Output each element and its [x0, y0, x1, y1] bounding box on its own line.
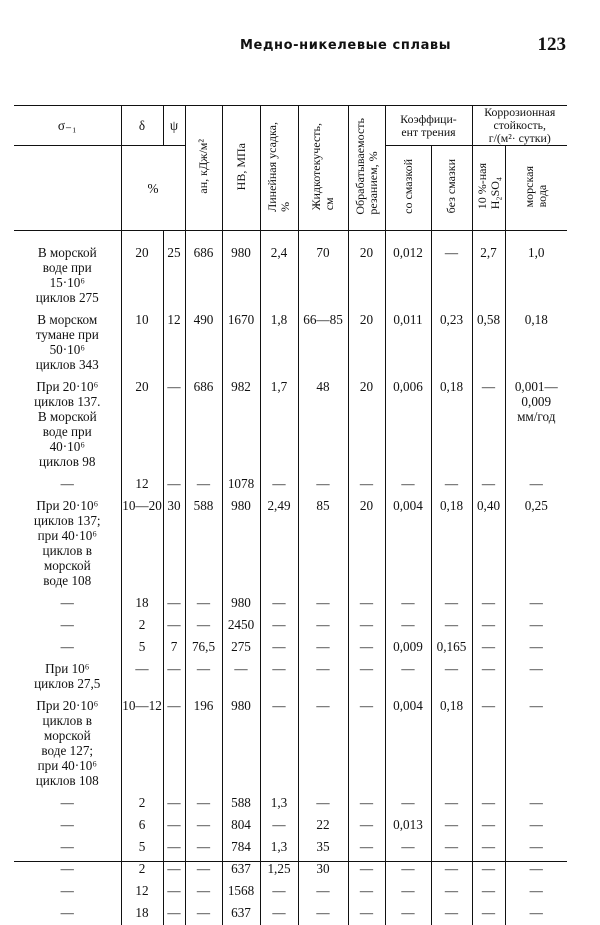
header-impact-cell: [185, 106, 222, 231]
table-cell: —: [298, 696, 348, 793]
table-cell: —: [260, 637, 298, 659]
row-condition-cell: —: [14, 837, 121, 859]
table-cell: —: [472, 815, 505, 837]
table-cell: 0,001— 0,009 мм/год: [505, 377, 567, 474]
table-cell: 686: [185, 231, 222, 311]
table-cell: 2,7: [472, 231, 505, 311]
table-cell: 0,011: [385, 310, 431, 377]
table-cell: 20: [121, 377, 163, 474]
table-cell: —: [385, 593, 431, 615]
table-cell: 2450: [222, 615, 260, 637]
table-cell: —: [348, 859, 385, 881]
table-cell: 70: [298, 231, 348, 311]
table-cell: 0,18: [431, 377, 472, 474]
header-corrosion-sea: морская вода: [523, 166, 549, 207]
table-cell: —: [505, 474, 567, 496]
table-cell: 18: [121, 593, 163, 615]
table-cell: —: [348, 637, 385, 659]
table-cell: 686: [185, 377, 222, 474]
header-corrosion-sea-cell: [505, 146, 567, 231]
table-cell: —: [298, 593, 348, 615]
table-cell: —: [472, 474, 505, 496]
table-cell: —: [298, 659, 348, 696]
table-cell: 804: [222, 815, 260, 837]
table-cell: —: [472, 377, 505, 474]
table-row: [14, 377, 567, 474]
table-row: [14, 659, 567, 696]
table-cell: 980: [222, 696, 260, 793]
header-shrinkage: Линейная усадка, %: [266, 122, 292, 212]
table-cell: 196: [185, 696, 222, 793]
table-cell: —: [385, 859, 431, 881]
table-cell: —: [505, 615, 567, 637]
table-cell: 980: [222, 231, 260, 311]
table-cell: —: [298, 637, 348, 659]
page-header: [0, 34, 600, 58]
table-row: [14, 231, 567, 311]
row-condition-cell: При 10⁶ циклов 27,5: [14, 659, 121, 696]
table-cell: —: [472, 593, 505, 615]
row-condition-cell: —: [14, 903, 121, 925]
table-cell: —: [298, 881, 348, 903]
row-condition-cell: При 20·10⁶ циклов в морской воде 127; при 40·10⁶ циклов 108: [14, 696, 121, 793]
table-cell: —: [505, 859, 567, 881]
table-cell: —: [385, 474, 431, 496]
table-cell: 66—85: [298, 310, 348, 377]
table-cell: —: [163, 815, 185, 837]
table-cell: —: [163, 793, 185, 815]
table-cell: 2: [121, 793, 163, 815]
table-cell: 0,18: [505, 310, 567, 377]
table-cell: 1,3: [260, 793, 298, 815]
table-cell: —: [298, 793, 348, 815]
header-friction-lub-cell: [385, 146, 431, 231]
table-cell: 1,7: [260, 377, 298, 474]
header-sigma: σ₋₁: [14, 106, 121, 146]
properties-table: [14, 106, 567, 925]
table-cell: —: [348, 903, 385, 925]
table-cell: —: [505, 696, 567, 793]
table-cell: —: [163, 659, 185, 696]
header-corrosion-h2so4-cell: [472, 146, 505, 231]
table-cell: —: [260, 474, 298, 496]
header-psi: ψ: [163, 106, 185, 146]
table-cell: 0,004: [385, 496, 431, 593]
table-cell: —: [431, 231, 472, 311]
table-cell: 1,8: [260, 310, 298, 377]
table-row: [14, 859, 567, 881]
table-cell: 25: [163, 231, 185, 311]
table-cell: 2,49: [260, 496, 298, 593]
table-cell: —: [385, 659, 431, 696]
table-cell: —: [505, 837, 567, 859]
header-friction-dry-cell: [431, 146, 472, 231]
row-condition-cell: —: [14, 881, 121, 903]
table-cell: 0,18: [431, 496, 472, 593]
table-cell: —: [348, 837, 385, 859]
table-cell: —: [163, 696, 185, 793]
table-cell: 588: [222, 793, 260, 815]
table-cell: —: [163, 593, 185, 615]
table-cell: —: [472, 793, 505, 815]
table-header: [14, 106, 567, 231]
table-cell: 30: [298, 859, 348, 881]
header-fluidity-cell: [298, 106, 348, 231]
row-condition-cell: —: [14, 474, 121, 496]
header-corrosion-h2so4: 10 %-ная H₂SO₄: [476, 163, 502, 209]
table-cell: —: [222, 659, 260, 696]
table-cell: 12: [163, 310, 185, 377]
table-body: [14, 231, 567, 925]
header-hb: HB, МПа: [235, 143, 248, 190]
table-cell: —: [348, 881, 385, 903]
row-condition-cell: —: [14, 637, 121, 659]
table-cell: 0,006: [385, 377, 431, 474]
table-cell: 18: [121, 903, 163, 925]
table-cell: 10—12: [121, 696, 163, 793]
table-cell: —: [348, 593, 385, 615]
table-row: [14, 593, 567, 615]
table-cell: 30: [163, 496, 185, 593]
table-cell: —: [431, 659, 472, 696]
table-cell: —: [185, 859, 222, 881]
table-row: [14, 837, 567, 859]
header-friction-lub: со смазкой: [402, 159, 415, 214]
table-cell: —: [260, 659, 298, 696]
table-cell: 20: [348, 231, 385, 311]
table-cell: —: [260, 881, 298, 903]
table-cell: —: [185, 793, 222, 815]
table-row: [14, 615, 567, 637]
header-shrinkage-cell: [260, 106, 298, 231]
table-row: [14, 496, 567, 593]
table-cell: —: [505, 815, 567, 837]
header-delta: δ: [121, 106, 163, 146]
row-condition-cell: При 20·10⁶ циклов 137. В морской воде при 40·10⁶ циклов 98: [14, 377, 121, 474]
table-cell: —: [260, 815, 298, 837]
table-cell: —: [163, 881, 185, 903]
table-cell: —: [505, 637, 567, 659]
table-cell: —: [163, 903, 185, 925]
table-cell: —: [472, 659, 505, 696]
table-cell: 76,5: [185, 637, 222, 659]
table-row: [14, 474, 567, 496]
header-percent: %: [121, 146, 185, 231]
header-machinability: Обрабатываемость резанием, %: [354, 118, 380, 215]
table-cell: —: [472, 837, 505, 859]
table-bottom-rule: [14, 861, 567, 862]
table-cell: 20: [348, 496, 385, 593]
table-cell: 982: [222, 377, 260, 474]
table-cell: 22: [298, 815, 348, 837]
table-cell: —: [348, 696, 385, 793]
table-cell: —: [431, 615, 472, 637]
table-cell: —: [472, 903, 505, 925]
table-cell: —: [163, 837, 185, 859]
table-cell: 0,58: [472, 310, 505, 377]
table-cell: 12: [121, 881, 163, 903]
table-cell: —: [472, 696, 505, 793]
table-cell: 0,18: [431, 696, 472, 793]
table-cell: —: [348, 659, 385, 696]
row-condition-cell: —: [14, 859, 121, 881]
table-cell: 490: [185, 310, 222, 377]
table-cell: 1,3: [260, 837, 298, 859]
table-row: [14, 815, 567, 837]
table-cell: —: [505, 793, 567, 815]
table-cell: 1,25: [260, 859, 298, 881]
table-cell: —: [185, 903, 222, 925]
table-cell: —: [431, 903, 472, 925]
table-cell: —: [431, 837, 472, 859]
table-cell: 637: [222, 903, 260, 925]
row-condition-cell: При 20·10⁶ циклов 137; при 40·10⁶ циклов в морской воде 108: [14, 496, 121, 593]
table-cell: 20: [121, 231, 163, 311]
row-condition-cell: —: [14, 615, 121, 637]
table-cell: —: [472, 637, 505, 659]
table-cell: —: [348, 615, 385, 637]
header-hb-cell: [222, 106, 260, 231]
table-cell: —: [431, 474, 472, 496]
table-cell: 6: [121, 815, 163, 837]
table-cell: —: [505, 593, 567, 615]
table-cell: 275: [222, 637, 260, 659]
table-cell: 20: [348, 310, 385, 377]
table-cell: 10: [121, 310, 163, 377]
table-row: [14, 903, 567, 925]
table-cell: —: [385, 615, 431, 637]
row-condition-cell: В морском тумане при 50·10⁶ циклов 343: [14, 310, 121, 377]
table-cell: —: [505, 881, 567, 903]
table-cell: —: [348, 474, 385, 496]
table-cell: —: [185, 815, 222, 837]
header-fluidity: Жидкотекучесть, см: [310, 123, 336, 210]
table-cell: —: [385, 903, 431, 925]
table-cell: —: [185, 593, 222, 615]
table-cell: —: [431, 593, 472, 615]
page-number: 123: [538, 34, 567, 56]
table-cell: 48: [298, 377, 348, 474]
header-friction-group: Коэффици- ент трения: [385, 106, 472, 146]
table-cell: —: [260, 593, 298, 615]
table-cell: 7: [163, 637, 185, 659]
table-cell: 0,23: [431, 310, 472, 377]
table-cell: —: [163, 377, 185, 474]
table-cell: 0,004: [385, 696, 431, 793]
table-cell: 637: [222, 859, 260, 881]
table-cell: 0,165: [431, 637, 472, 659]
table-row: [14, 637, 567, 659]
table-cell: —: [185, 474, 222, 496]
table-cell: —: [260, 903, 298, 925]
table-cell: 980: [222, 496, 260, 593]
table-cell: —: [385, 881, 431, 903]
table-cell: 980: [222, 593, 260, 615]
header-corrosion-group: Коррозионная стойкость, г/(м²· сутки): [472, 106, 567, 146]
row-condition-cell: —: [14, 815, 121, 837]
table-cell: 2: [121, 615, 163, 637]
table-cell: —: [385, 793, 431, 815]
table-cell: 2,4: [260, 231, 298, 311]
row-condition-cell: —: [14, 593, 121, 615]
table-cell: 85: [298, 496, 348, 593]
table-cell: —: [163, 615, 185, 637]
table-cell: 10—20: [121, 496, 163, 593]
table-cell: 0,25: [505, 496, 567, 593]
table-cell: 0,013: [385, 815, 431, 837]
table-cell: —: [260, 696, 298, 793]
table-row: [14, 881, 567, 903]
table-cell: —: [185, 881, 222, 903]
table-cell: —: [185, 837, 222, 859]
table-cell: 1078: [222, 474, 260, 496]
table-cell: —: [431, 793, 472, 815]
table-cell: —: [505, 903, 567, 925]
table-cell: —: [185, 659, 222, 696]
table-cell: 2: [121, 859, 163, 881]
table-cell: 784: [222, 837, 260, 859]
table-cell: —: [121, 659, 163, 696]
table-cell: 1568: [222, 881, 260, 903]
table-cell: 0,009: [385, 637, 431, 659]
table-cell: 1670: [222, 310, 260, 377]
header-impact: aн, кДж/м²: [197, 139, 210, 194]
table-cell: —: [185, 615, 222, 637]
row-condition-cell: —: [14, 793, 121, 815]
row-condition-cell: В морской воде при 15·10⁶ циклов 275: [14, 231, 121, 311]
table-cell: 1,0: [505, 231, 567, 311]
table-cell: 5: [121, 637, 163, 659]
table-cell: —: [260, 615, 298, 637]
table-cell: —: [298, 474, 348, 496]
table-cell: —: [472, 615, 505, 637]
table-row: [14, 696, 567, 793]
table-cell: 588: [185, 496, 222, 593]
table-cell: 20: [348, 377, 385, 474]
table-cell: 35: [298, 837, 348, 859]
header-machinability-cell: [348, 106, 385, 231]
table-cell: —: [431, 881, 472, 903]
table-cell: —: [505, 659, 567, 696]
table-cell: —: [472, 859, 505, 881]
table-cell: —: [385, 837, 431, 859]
table-cell: —: [163, 474, 185, 496]
table-cell: 0,012: [385, 231, 431, 311]
table-cell: —: [163, 859, 185, 881]
table-cell: —: [348, 793, 385, 815]
running-title: Медно-никелевые сплавы: [240, 38, 451, 53]
header-friction-dry: без смазки: [445, 159, 458, 213]
header-sigma-blank: [14, 146, 121, 231]
table-cell: 0,40: [472, 496, 505, 593]
table-cell: —: [298, 615, 348, 637]
table-cell: —: [348, 815, 385, 837]
table-cell: —: [431, 859, 472, 881]
table-cell: 5: [121, 837, 163, 859]
table-row: [14, 310, 567, 377]
table-cell: 12: [121, 474, 163, 496]
table-row: [14, 793, 567, 815]
table-cell: —: [431, 815, 472, 837]
table-cell: —: [472, 881, 505, 903]
table-cell: —: [298, 903, 348, 925]
